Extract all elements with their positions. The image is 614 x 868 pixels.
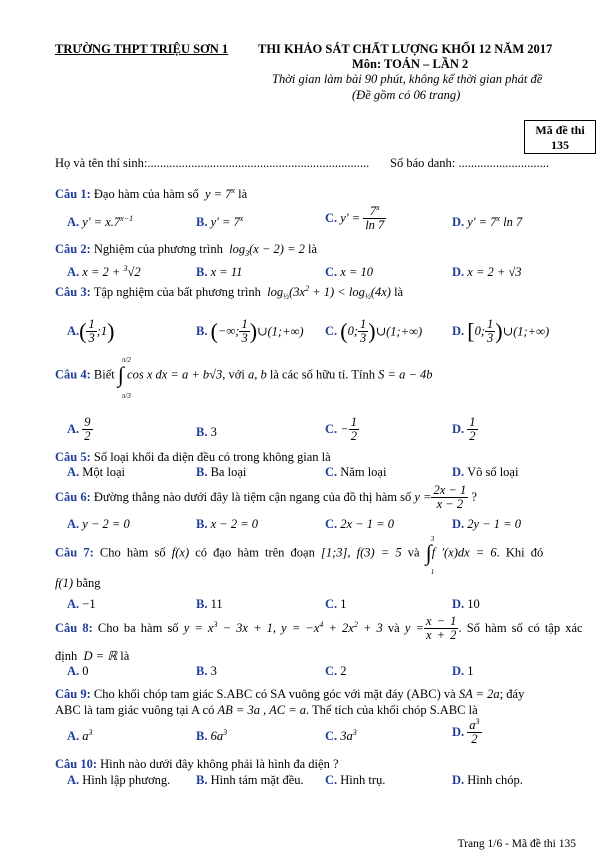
math-expr: $\log_{\frac{1}{2}}(3x^2 + 1) < \log_{\frac{1}{2}}(4x)$ <box>263 284 391 301</box>
question-tail: ; đáy <box>499 687 525 701</box>
q7-option-d[interactable]: D. 10 <box>452 597 480 611</box>
math-expr: cos x dx = a + b√3 <box>127 367 223 382</box>
q10-option-c[interactable]: C. Hình trụ. <box>325 773 386 787</box>
q4-option-b[interactable]: B. 3 <box>196 425 217 439</box>
q8-option-d[interactable]: D. 1 <box>452 664 474 678</box>
question-line2b: là <box>120 649 130 663</box>
question-4 <box>55 356 433 400</box>
question-label: Câu 10: <box>55 757 98 771</box>
q6-option-c[interactable]: C. 2x − 1 = 0 <box>325 517 394 531</box>
question-text: Số loại khối đa diện đều có trong không gian là <box>93 450 331 464</box>
q2-option-c[interactable]: C. x = 10 <box>325 265 374 279</box>
question-label: Câu 2: <box>55 242 91 256</box>
option-letter: A. <box>67 773 80 787</box>
question-line2: ABC là tam giác vuông tại A có <box>55 703 215 717</box>
math-expr: y = <box>414 490 432 505</box>
option-letter: B. <box>196 729 208 743</box>
q8-option-c[interactable]: C. 2 <box>325 664 347 678</box>
question-text: Hình nào dưới đây không phải là hình đa diện ? <box>100 757 339 771</box>
option-letter: D. <box>452 664 465 678</box>
exam-code-box <box>524 120 596 154</box>
option-letter: A. <box>67 215 80 229</box>
question-label: Câu 1: <box>55 187 91 201</box>
math-fraction: $\frac{x - 1}{x + 2}$ <box>425 614 457 643</box>
q8-option-b[interactable]: B. 3 <box>196 664 217 678</box>
option-letter: C. <box>325 211 338 226</box>
question-text: Đường thẳng nào dưới đây là tiệm cận ngang của đồ thị hàm số <box>93 490 412 505</box>
option-letter: A. <box>67 465 80 479</box>
question-label: Câu 9: <box>55 687 91 701</box>
math-vars: a, b <box>248 367 267 382</box>
q2-option-d[interactable]: D. x = 2 + √3 <box>452 265 522 279</box>
q5-option-d[interactable]: D. Vô số loại <box>452 465 519 479</box>
q4-option-a[interactable]: A. $\frac{9}{2}$ <box>67 415 91 444</box>
q8-option-a[interactable]: A. 0 <box>67 664 89 678</box>
math-f3: y = <box>404 621 424 636</box>
q3-option-c[interactable]: C. (0; $\frac{1}{3}$ )∪(1;+∞) <box>325 317 423 346</box>
q9-option-b[interactable]: B. $6a^3$ <box>196 728 228 743</box>
integral-sign: ∫ π/2 π/3 <box>117 356 131 400</box>
option-letter: B. <box>196 664 208 678</box>
q4-option-c[interactable]: C. − $\frac{1}{2}$ <box>325 415 357 444</box>
option-letter: D. <box>452 324 465 339</box>
option-letter: B. <box>196 324 208 339</box>
option-letter: A. <box>67 517 80 531</box>
option-letter: A. <box>67 265 80 279</box>
q7-option-c[interactable]: C. 1 <box>325 597 347 611</box>
question-label: Câu 8: <box>55 621 93 636</box>
option-letter: A. <box>67 422 80 437</box>
question-tail: là <box>394 285 404 299</box>
option-letter: C. <box>325 324 338 339</box>
question-9 <box>55 687 524 702</box>
math-domain: D = ℝ <box>80 649 118 663</box>
q9-option-c[interactable]: C. $3a^3$ <box>325 728 357 743</box>
q4-option-d[interactable]: D. $\frac{1}{2}$ <box>452 415 476 444</box>
question-7 <box>55 535 544 576</box>
option-letter: D. <box>452 597 465 611</box>
option-letter: A. <box>67 664 80 678</box>
option-letter: C. <box>325 597 338 611</box>
question-7-line2 <box>55 576 101 591</box>
question-mid2: là các số hữu tỉ. Tính <box>269 367 376 382</box>
question-label: Câu 7: <box>55 545 94 560</box>
question-1 <box>55 187 247 202</box>
option-letter: B. <box>196 215 208 229</box>
option-letter: A. <box>67 324 80 339</box>
option-letter: B. <box>196 773 208 787</box>
q3-option-d[interactable]: D. [0; $\frac{1}{3}$ )∪(1;+∞) <box>452 317 550 346</box>
question-2 <box>55 242 317 257</box>
exam-pages: (Đề gồm có 06 trang) <box>352 88 461 102</box>
question-text: Cho ba hàm số <box>97 621 179 636</box>
question-line2b: . Thể tích của khối chóp S.ABC là <box>306 703 478 717</box>
option-letter: B. <box>196 517 208 531</box>
q2-option-a[interactable]: A. x = 2 + $^3$√2 <box>67 264 141 279</box>
option-letter: A. <box>67 597 80 611</box>
question-label: Câu 3: <box>55 285 91 299</box>
option-letter: C. <box>325 664 338 678</box>
option-letter: A. <box>67 729 80 743</box>
question-8 <box>55 615 583 642</box>
q5-option-a[interactable]: A. Một loại <box>67 465 125 479</box>
option-letter: C. <box>325 773 338 787</box>
q3-option-a[interactable]: A.( $\frac{1}{3}$ ;1) <box>67 317 115 346</box>
question-text: Nghiệm của phương trình <box>93 242 223 256</box>
question-text: Tập nghiệm của bất phương trình <box>93 285 261 299</box>
option-letter: C. <box>325 729 338 743</box>
question-tail: là <box>308 242 318 256</box>
question-tail: ? <box>471 490 477 505</box>
math-interval: [1;3], <box>320 545 351 560</box>
q3-option-b[interactable]: B. (−∞; $\frac{1}{3}$ )∪(1;+∞) <box>196 317 304 346</box>
candidate-number-line: Số báo danh: ............................. <box>390 156 550 170</box>
math-fraction: $\frac{2x - 1}{x - 2}$ <box>433 483 467 512</box>
math-expr: $y = 7^x$ <box>201 186 236 201</box>
q10-option-d[interactable]: D. Hình chóp. <box>452 773 523 787</box>
q7-option-b[interactable]: B. 11 <box>196 597 223 611</box>
option-letter: D. <box>452 725 465 740</box>
question-6 <box>55 484 477 511</box>
question-10 <box>55 757 339 772</box>
option-letter: B. <box>196 265 208 279</box>
integral-sign: ∫ 3 1 <box>425 535 435 576</box>
option-letter: B. <box>196 597 208 611</box>
question-text: Đạo hàm của hàm số <box>93 187 199 201</box>
math-sides: AB = 3a , AC = a <box>217 703 306 717</box>
exam-title: THI KHẢO SÁT CHẤT LƯỢNG KHỐI 12 NĂM 2017 <box>258 42 553 56</box>
question-5 <box>55 450 331 465</box>
question-tail: . Số hàm số có tập xác <box>458 621 583 636</box>
option-letter: C. <box>325 422 338 437</box>
math-f1: f(1) <box>55 576 74 590</box>
option-letter: B. <box>196 465 208 479</box>
option-letter: D. <box>452 465 465 479</box>
q5-option-c[interactable]: C. Năm loại <box>325 465 387 479</box>
question-mid: có đạo hàm trên đoạn <box>195 545 315 560</box>
option-letter: D. <box>452 422 465 437</box>
math-f2: $y = -x^4 + 2x^2 + 3$ <box>281 620 383 636</box>
option-letter: D. <box>452 215 465 229</box>
q7-option-a[interactable]: A. −1 <box>67 597 96 611</box>
math-fx: f(x) <box>171 545 190 560</box>
option-letter: B. <box>196 425 208 439</box>
q2-option-b[interactable]: B. x = 11 <box>196 265 243 279</box>
q6-option-d[interactable]: D. 2y − 1 = 0 <box>452 517 521 531</box>
q6-option-b[interactable]: B. x − 2 = 0 <box>196 517 259 531</box>
option-letter: C. <box>325 517 338 531</box>
option-letter: D. <box>452 265 465 279</box>
option-letter: D. <box>452 517 465 531</box>
math-target: S = a − 4b <box>378 367 433 382</box>
exam-code-label: Mã đề thi <box>535 123 585 137</box>
q5-option-b[interactable]: B. Ba loại <box>196 465 247 479</box>
question-text: Cho hàm số <box>99 545 166 560</box>
question-text: Cho khối chóp tam giác S.ABC có SA vuông góc với mặt đáy (ABC) và <box>93 687 456 701</box>
math-f3: f(3) = 5 <box>356 545 402 560</box>
question-3 <box>55 285 403 300</box>
math-f1: $y = x^3 - 3x + 1$, <box>183 620 277 636</box>
exam-code: 135 <box>551 138 569 152</box>
school-name: TRƯỜNG THPT TRIỆU SƠN 1 <box>55 42 229 56</box>
math-expr: $\log_3(x - 2) = 2$ <box>226 242 305 258</box>
exam-subject: Môn: TOÁN – LẦN 2 <box>352 57 469 71</box>
q9-option-d[interactable]: D. $\frac{a^3}{2}$ <box>452 717 480 747</box>
question-and: và <box>407 545 420 560</box>
option-letter: D. <box>452 773 465 787</box>
q10-option-b[interactable]: B. Hình tám mặt đều. <box>196 773 304 787</box>
question-label: Câu 6: <box>55 490 91 505</box>
option-letter: C. <box>325 265 338 279</box>
question-tail: . Khi đó <box>496 545 544 560</box>
q1-option-d[interactable]: D. $y' = 7^x$ ln 7 <box>452 214 523 229</box>
q1-option-c[interactable]: C. y' = $\frac{7^x}{\ln 7}$ <box>325 203 385 233</box>
question-tail: là <box>238 187 248 201</box>
q9-option-a[interactable]: A. $a^3$ <box>67 728 93 743</box>
question-line2a: định <box>55 649 78 663</box>
question-9-line2 <box>55 703 478 718</box>
q10-option-a[interactable]: A. Hình lập phương. <box>67 773 171 787</box>
candidate-name-line: Họ và tên thí sinh:....................................................................... <box>55 156 370 170</box>
q1-option-a[interactable]: A. $y' = x.7^{x-1}$ <box>67 214 134 229</box>
question-label: Câu 4: <box>55 367 91 382</box>
exam-time: Thời gian làm bài 90 phút, không kể thời gian phát đề <box>272 72 543 86</box>
question-line2: bằng <box>76 576 101 590</box>
option-letter: C. <box>325 465 338 479</box>
question-and: và <box>387 621 400 636</box>
q1-option-b[interactable]: B. $y' = 7^x$ <box>196 214 244 229</box>
math-integral: f '(x)dx = 6 <box>431 545 497 560</box>
question-text: Biết <box>93 367 115 382</box>
page-footer: Trang 1/6 - Mã đề thi 135 <box>457 838 576 850</box>
question-8-line2 <box>55 648 129 664</box>
question-mid: , với <box>222 367 245 382</box>
question-label: Câu 5: <box>55 450 91 464</box>
math-sa: SA = 2a <box>458 687 500 701</box>
q6-option-a[interactable]: A. y − 2 = 0 <box>67 517 130 531</box>
